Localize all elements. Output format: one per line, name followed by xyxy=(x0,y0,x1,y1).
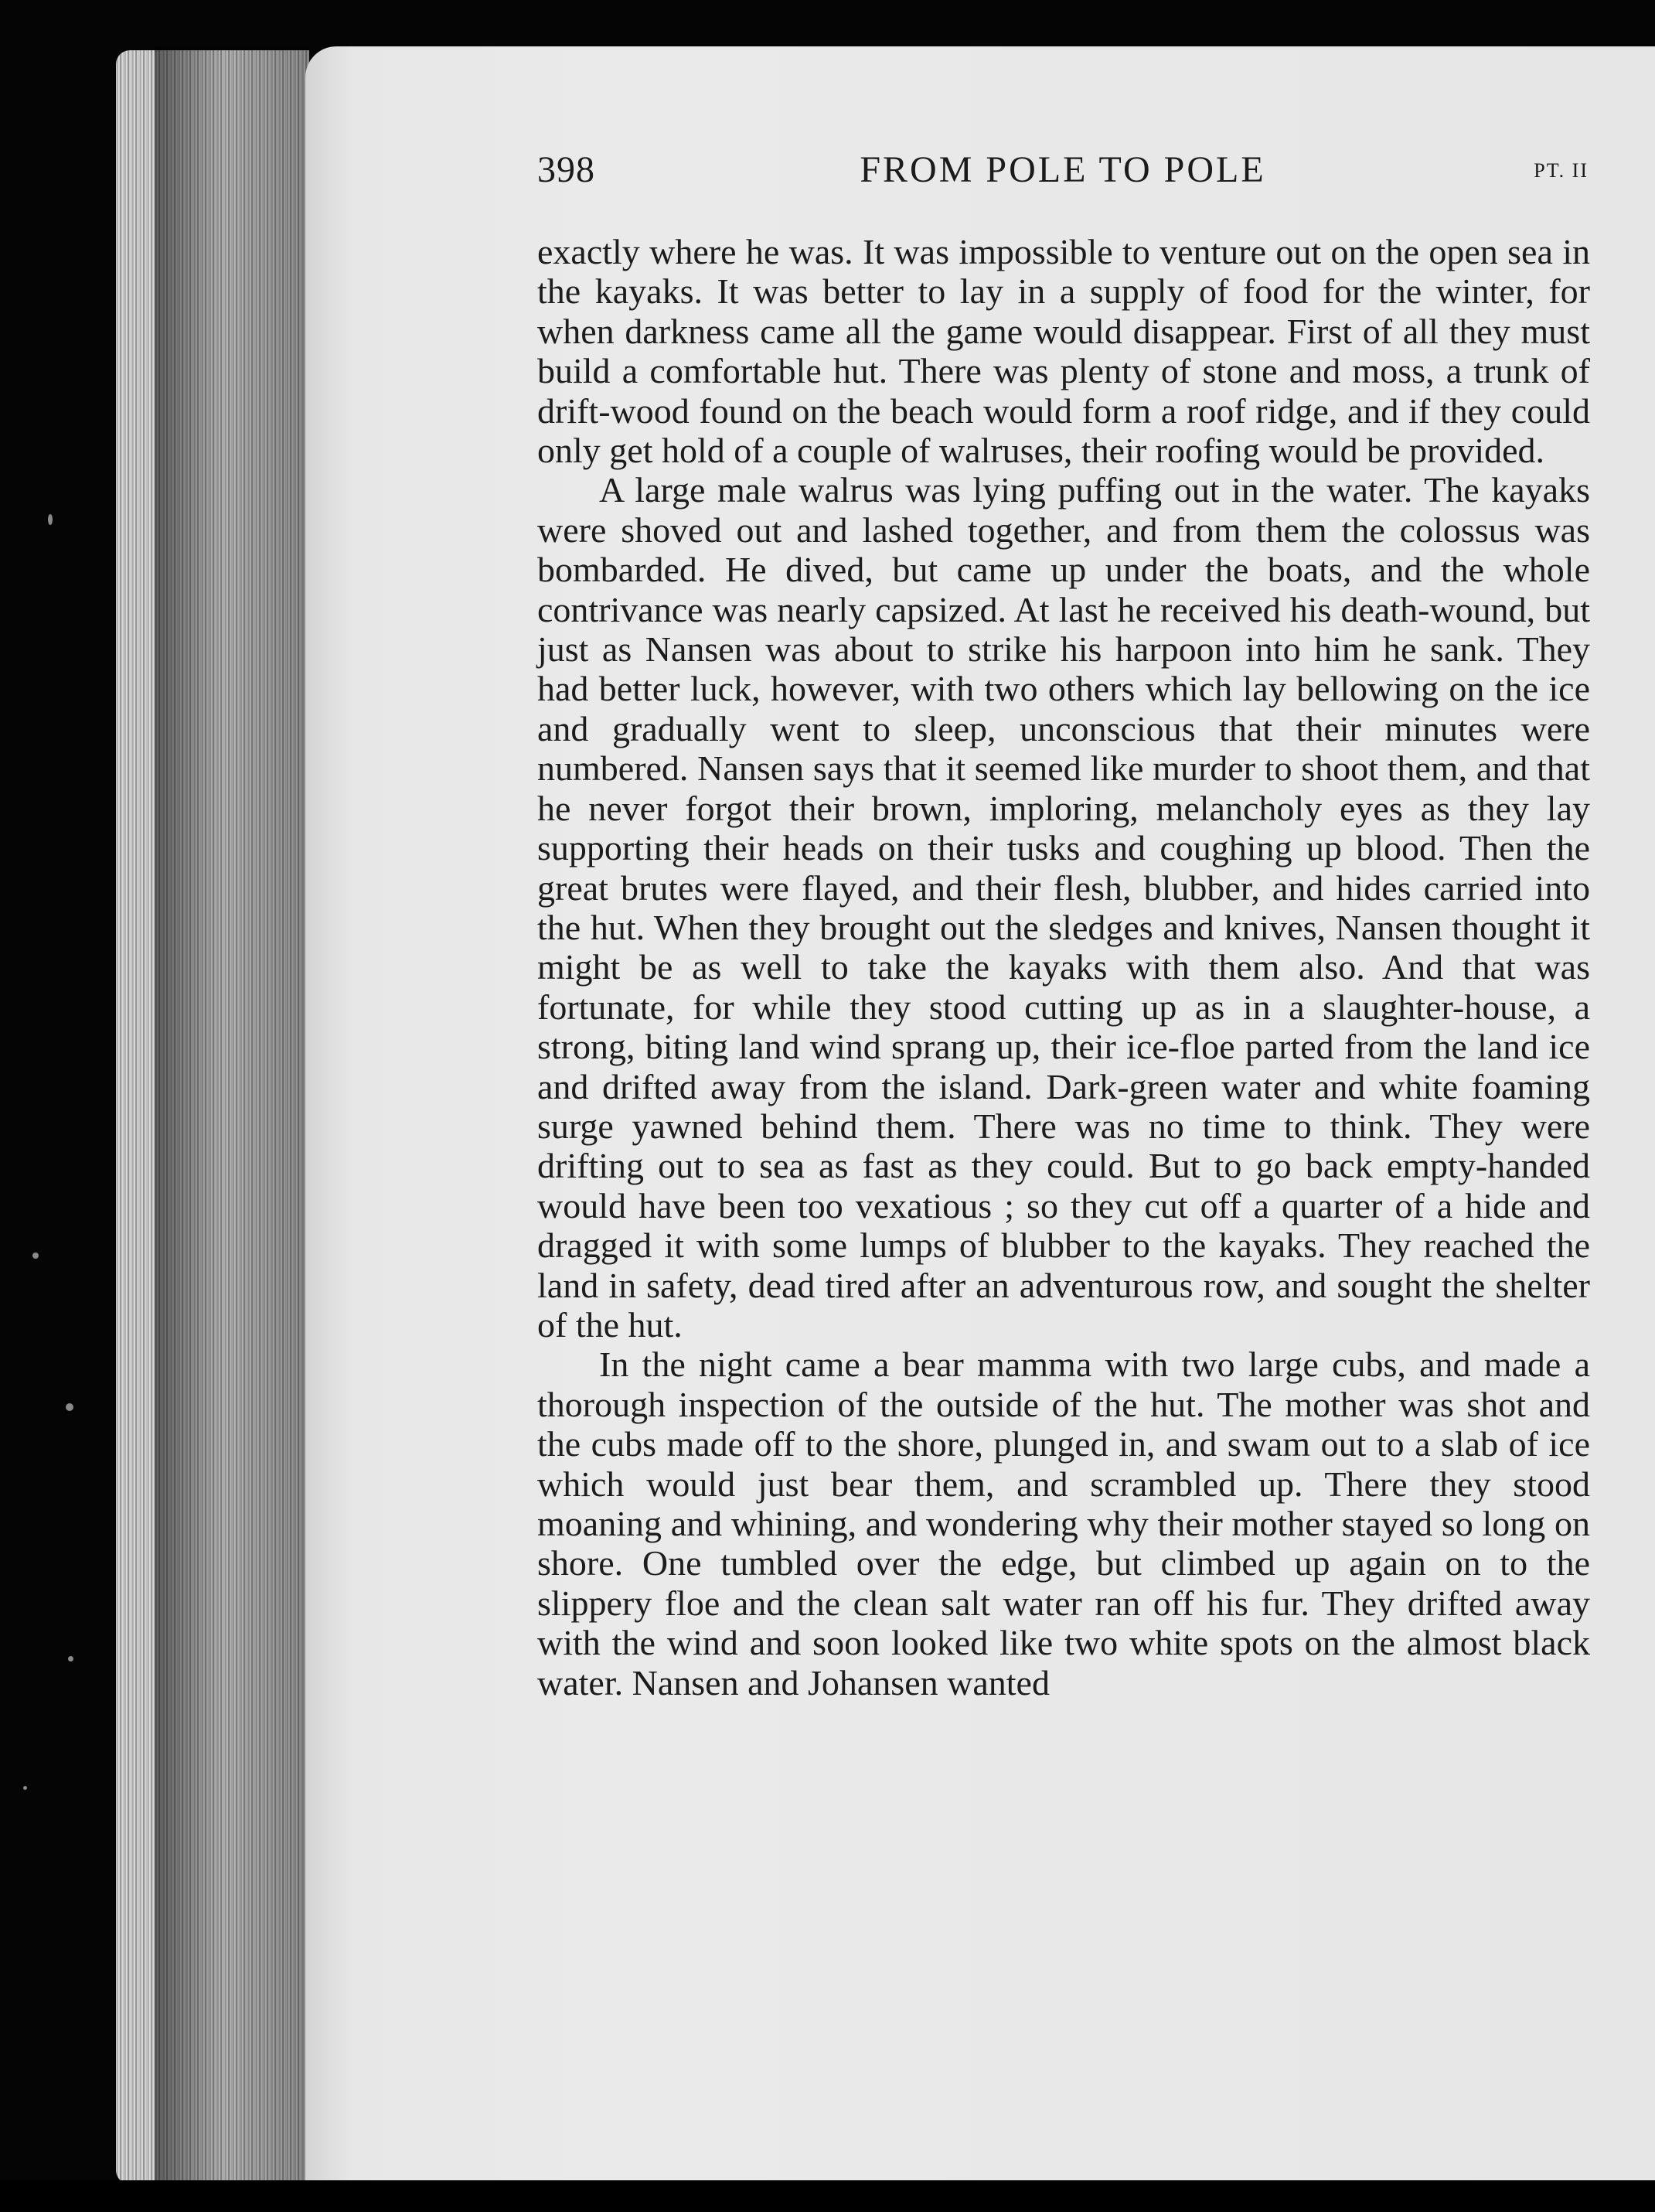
page-edges-shadow xyxy=(155,46,309,2188)
paragraph: In the night came a bear mamma with two large cubs, and made a thorough inspection of the outside of the hut. The mother was shot and the cubs made off to the shore, plunged in, and swam out to a slab of ice which would just bear them, and scrambled up. There they stood moaning and whining, and wondering why their mother stayed so long on shore. One tumbled over the edge, but climbed up again on to the slippery floe and the clean salt water ran off his fur. They drifted away with the wind and soon looked like two white spots on the almost black water. Nansen and Johansen wanted xyxy=(537,1345,1590,1702)
running-head xyxy=(537,148,1589,203)
margin-speck xyxy=(23,1786,27,1790)
margin-speck xyxy=(48,514,53,525)
bottom-shadow xyxy=(0,2180,1655,2212)
margin-speck xyxy=(32,1253,39,1259)
paragraph: exactly where he was. It was impossible to venture out on the open sea in the kayaks. It was better to lay in a supply of food for the winter, for when darkness came all the game would disappear. First of all they must build a comfortable hut. There was plenty of stone and moss, a trunk of drift-wood found on the beach would form a roof ridge, and if they could only get hold of a couple of walruses, their roofing would be provided. xyxy=(537,232,1590,471)
part-label: PT. II xyxy=(1534,159,1589,182)
body-text xyxy=(537,232,1590,1702)
running-title: FROM POLE TO POLE xyxy=(860,149,1266,190)
paragraph: A large male walrus was lying puffing out in the water. The kayaks were shoved out and lashed together, and from them the colossus was bombarded. He dived, but came up under the boats, and the whole contrivance was nearly capsized. At last he received his death-wound, but just as Nansen was about to strike his harpoon into him he sank. They had better luck, however, with two others which lay bellowing on the ice and gradually went to sleep, unconscious that their minutes were numbered. Nansen says that it seemed like murder to shoot them, and that he never forgot their brown, imploring, melancholy eyes as they lay supporting their heads on their tusks and coughing up blood. Then the great brutes were flayed, and their flesh, blubber, and hides carried into the hut. When they brought out the sledges and knives, Nansen thought it might be as well to take the kayaks with them also. And that was fortunate, for while they stood cutting up as in a slaughter-house, a strong, biting land wind sprang up, their ice-floe parted from the land ice and drifted away from the island. Dark-green water and white foaming surge yawned behind them. There was no time to think. They were drifting out to sea as fast as they could. But to go back empty-handed would have been too vexatious ; so they cut off a quarter of a hide and dragged it with some lumps of blubber to the kayaks. They reached the land in safety, dead tired after an adventurous row, and sought the shelter of the hut. xyxy=(537,470,1590,1345)
margin-speck xyxy=(68,1656,73,1662)
page-number: 398 xyxy=(537,149,595,190)
margin-speck xyxy=(66,1403,73,1411)
